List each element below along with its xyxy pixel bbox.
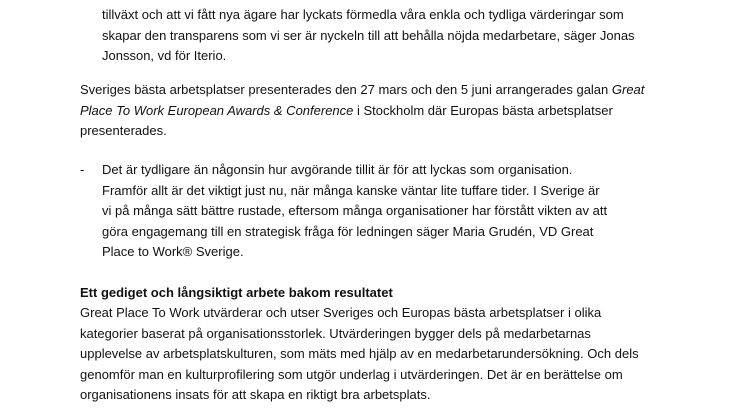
event-name-italic: Place To Work European Awards & Conference: [80, 102, 354, 118]
text-line: Jonsson, vd för Iterio.: [102, 48, 227, 63]
text-line: presenterades.: [80, 123, 167, 138]
paragraph-award-gala: [80, 80, 644, 142]
text-line: vi på många sätt bättre rustade, eftersom många organisationer har förstått vikten av att: [102, 203, 608, 218]
text-run: i Stockholm där Europas bästa arbetsplatser: [353, 102, 613, 118]
text-line: [80, 80, 644, 101]
text-line: tillväxt och att vi fått nya ägare har lyckats förmedla våra enkla och tydliga värderingar som: [102, 7, 624, 22]
quote-paragraph-top: [102, 5, 635, 67]
paragraph-evaluation: [80, 303, 639, 406]
quote-dash-marker: -: [80, 162, 85, 177]
text-line: genomför man en kulturprofilering som utgör underlag i utvärderingen. Det är en berättelse om: [80, 366, 623, 382]
text-line: skapar den transparens som vi ser är nyckeln till att behålla nöjda medarbetare, säger Jonas: [102, 27, 635, 43]
event-name-italic: Great: [611, 82, 645, 97]
text-run: Sveriges bästa arbetsplatser presenterades den 27 mars och den 5 juni arrangerades galan: [80, 82, 612, 97]
text-line: organisationens insats för att skapa en riktigt bra arbetsplats.: [80, 387, 431, 402]
text-line: kategorier baserat på organisationsstorlek. Utvärderingen bygger dels på medarbetarnas: [80, 325, 591, 341]
text-line: Det är tydligare än någonsin hur avgörande tillit är för att lyckas som organisation.: [102, 162, 573, 177]
section-heading: Ett gediget och långsiktigt arbete bakom resultatet: [80, 285, 393, 300]
text-line: [80, 101, 644, 122]
text-line: göra engagemang till en strategisk fråga för ledningen säger Maria Grudén, VD Great: [102, 223, 594, 239]
text-line: Place to Work® Sverige.: [102, 244, 244, 259]
quote-paragraph-maria-gruden: [102, 160, 607, 263]
text-line: Framför allt är det viktigt just nu, när många kanske väntar lite tuffare tider. I Sverige är: [102, 182, 600, 198]
text-line: Great Place To Work utvärderar och utser Sveriges och Europas bästa arbetsplatser i olika: [80, 305, 602, 320]
text-line: upplevelse av arbetsplatskulturen, som mäts med hjälp av en medarbetarundersökning. Och dels: [80, 346, 639, 361]
